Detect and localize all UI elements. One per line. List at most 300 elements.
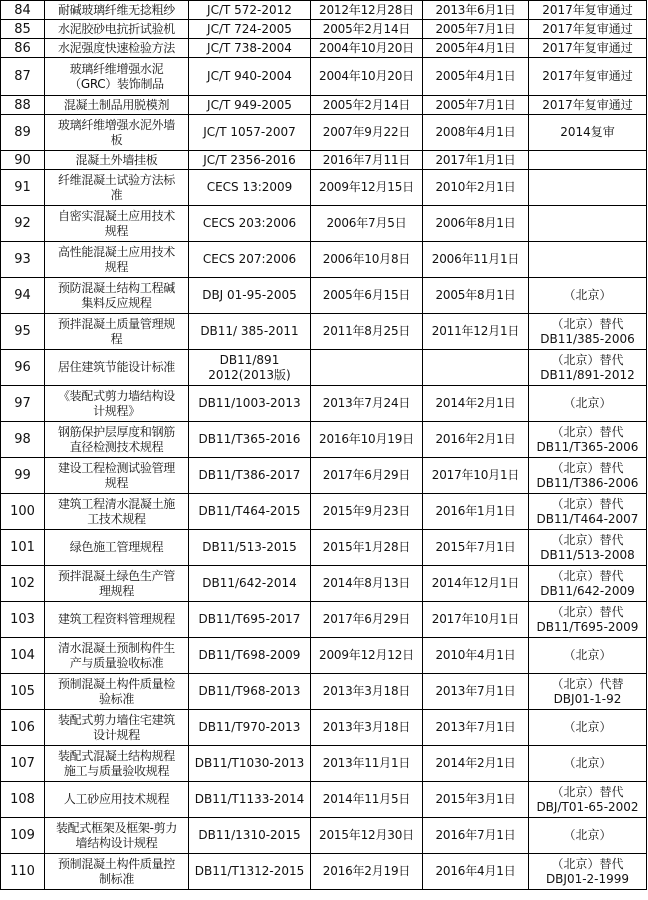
implementation-date: 2014年2月1日: [435, 756, 516, 770]
standard-name: 玻璃纤维增强水泥 （GRC）装饰制品: [69, 61, 164, 91]
implementation-date-cell: [423, 746, 529, 782]
remark-cell: [529, 20, 647, 39]
release-date: 2006年7月5日: [326, 216, 407, 230]
implementation-date: 2017年1月1日: [435, 152, 516, 167]
standard-code-cell: [189, 638, 311, 674]
standard-name: 清水混凝土预制构件生 产与质量验收标准: [57, 640, 175, 670]
implementation-date-cell: [423, 782, 529, 818]
standard-code: JC/T 949-2005: [207, 97, 292, 112]
standard-code: DB11/T365-2016: [198, 432, 301, 446]
table-row: [1, 854, 647, 890]
implementation-date-cell: [423, 206, 529, 242]
remark: （北京）替代 DBJ01-2-1999: [545, 856, 630, 886]
standard-code: CECS 13:2009: [206, 180, 293, 194]
release-date-cell: [311, 20, 423, 39]
implementation-date-cell: [423, 170, 529, 206]
row-number-cell: [1, 96, 45, 115]
remark: （北京）: [563, 720, 612, 734]
row-number-cell: [1, 422, 45, 458]
standard-code: DB11/891 2012(2013版): [208, 352, 291, 382]
row-number: 102: [10, 576, 35, 591]
implementation-date: 2013年7月1日: [435, 720, 516, 734]
standard-code-cell: [189, 115, 311, 151]
remark: 2017年复审通过: [542, 2, 633, 17]
remark-cell: [529, 242, 647, 278]
implementation-date: 2010年2月1日: [435, 180, 516, 194]
release-date-cell: [311, 602, 423, 638]
standard-code-cell: [189, 746, 311, 782]
release-date-cell: [311, 782, 423, 818]
standard-name: 混凝土外墙挂板: [75, 152, 158, 167]
remark: （北京）替代 DB11/642-2009: [540, 568, 635, 598]
row-number: 106: [10, 720, 35, 735]
row-number-cell: [1, 151, 45, 170]
standard-code: DB11/T1133-2014: [194, 792, 305, 806]
implementation-date: 2017年10月1日: [431, 612, 520, 626]
release-date: 2009年12月12日: [319, 648, 414, 662]
implementation-date: 2005年4月1日: [435, 40, 516, 55]
standard-code: JC/T 738-2004: [207, 40, 292, 55]
standard-code-cell: [189, 58, 311, 96]
release-date-cell: [311, 58, 423, 96]
standard-name-cell: [45, 458, 189, 494]
implementation-date: 2005年8月1日: [435, 288, 516, 302]
remark-cell: [529, 170, 647, 206]
remark: （北京）替代 DB11/T695-2009: [536, 604, 639, 634]
standard-name-cell: [45, 206, 189, 242]
remark-cell: [529, 58, 647, 96]
implementation-date: 2016年1月1日: [435, 504, 516, 518]
release-date: 2015年12月30日: [319, 828, 414, 842]
standard-name: 水泥胶砂电抗折试验机: [57, 21, 175, 36]
implementation-date: 2014年2月1日: [435, 396, 516, 410]
remark-cell: [529, 494, 647, 530]
implementation-date: 2015年3月1日: [435, 792, 516, 806]
implementation-date-cell: [423, 638, 529, 674]
remark: 2014复审: [560, 125, 615, 139]
implementation-date-cell: [423, 422, 529, 458]
remark-cell: [529, 746, 647, 782]
standard-name-cell: [45, 530, 189, 566]
implementation-date: 2005年7月1日: [435, 97, 516, 112]
standard-code: DB11/T968-2013: [198, 684, 301, 698]
release-date: 2016年7月11日: [322, 152, 411, 167]
remark-cell: [529, 458, 647, 494]
release-date-cell: [311, 115, 423, 151]
release-date: 2013年3月18日: [322, 684, 411, 698]
standard-code: DB11/T698-2009: [198, 648, 301, 662]
release-date-cell: [311, 710, 423, 746]
table-row: [1, 710, 647, 746]
row-number-cell: [1, 386, 45, 422]
remark-cell: [529, 206, 647, 242]
standard-name: 装配式混凝土结构规程 施工与质量验收规程: [57, 748, 175, 778]
row-number: 103: [10, 612, 35, 627]
standard-name: 人工砂应用技术规程: [63, 792, 170, 806]
remark-cell: [529, 115, 647, 151]
standard-name: 预拌混凝土绿色生产管 理规程: [57, 568, 175, 598]
row-number: 108: [10, 792, 35, 807]
standard-name: 钢筋保护层厚度和钢筋 直径检测技术规程: [57, 424, 175, 454]
remark-cell: [529, 638, 647, 674]
implementation-date-cell: [423, 151, 529, 170]
remark: 2017年复审通过: [542, 97, 633, 112]
standard-name-cell: [45, 242, 189, 278]
standard-name-cell: [45, 746, 189, 782]
release-date: 2017年6月29日: [322, 468, 411, 482]
row-number: 89: [14, 125, 31, 140]
implementation-date: 2010年4月1日: [435, 648, 516, 662]
implementation-date-cell: [423, 386, 529, 422]
standard-code-cell: [189, 96, 311, 115]
row-number-cell: [1, 566, 45, 602]
table-row: [1, 566, 647, 602]
standard-name: 预制混凝土构件质量检 验标准: [57, 676, 175, 706]
standard-name: 建筑工程资料管理规程: [57, 612, 175, 626]
implementation-date: 2013年6月1日: [435, 2, 516, 17]
remark: （北京）: [563, 648, 612, 662]
release-date: 2017年6月29日: [322, 612, 411, 626]
release-date: 2013年11月1日: [322, 756, 411, 770]
release-date: 2013年3月18日: [322, 720, 411, 734]
standard-code-cell: [189, 170, 311, 206]
standard-name: 建筑工程清水混凝土施 工技术规程: [57, 496, 175, 526]
implementation-date-cell: [423, 818, 529, 854]
row-number: 88: [14, 97, 31, 113]
release-date: 2016年2月19日: [322, 864, 411, 878]
row-number: 97: [14, 396, 31, 411]
release-date-cell: [311, 746, 423, 782]
table-row: [1, 115, 647, 151]
remark: （北京）: [563, 756, 612, 770]
standard-code-cell: [189, 20, 311, 39]
implementation-date-cell: [423, 674, 529, 710]
standards-table-body: [1, 1, 647, 890]
standard-name: 建设工程检测试验管理 规程: [57, 460, 175, 490]
implementation-date-cell: [423, 602, 529, 638]
release-date-cell: [311, 638, 423, 674]
row-number-cell: [1, 818, 45, 854]
remark: （北京）: [563, 828, 612, 842]
remark-cell: [529, 1, 647, 20]
row-number-cell: [1, 458, 45, 494]
row-number-cell: [1, 782, 45, 818]
release-date-cell: [311, 854, 423, 890]
implementation-date-cell: [423, 314, 529, 350]
standard-code: DB11/T970-2013: [198, 720, 301, 734]
row-number: 90: [14, 152, 31, 168]
row-number: 94: [14, 288, 31, 303]
table-row: [1, 206, 647, 242]
remark: 2017年复审通过: [542, 40, 633, 55]
table-row: [1, 58, 647, 96]
standard-code: CECS 207:2006: [202, 252, 297, 266]
implementation-date-cell: [423, 278, 529, 314]
row-number: 110: [10, 864, 35, 879]
row-number: 84: [14, 2, 31, 18]
standard-code: DB11/T1030-2013: [194, 756, 305, 770]
release-date: 2015年1月28日: [322, 540, 411, 554]
table-row: [1, 494, 647, 530]
implementation-date: 2008年4月1日: [435, 125, 516, 139]
standard-name-cell: [45, 674, 189, 710]
standard-name: 装配式剪力墙住宅建筑 设计规程: [57, 712, 175, 742]
table-row: [1, 602, 647, 638]
implementation-date: 2006年11月1日: [431, 252, 520, 266]
remark-cell: [529, 96, 647, 115]
implementation-date: 2016年7月1日: [435, 828, 516, 842]
table-row: [1, 386, 647, 422]
release-date-cell: [311, 206, 423, 242]
remark: 2017年复审通过: [542, 21, 633, 36]
implementation-date-cell: [423, 242, 529, 278]
row-number: 95: [14, 324, 31, 339]
table-row: [1, 638, 647, 674]
standard-code-cell: [189, 458, 311, 494]
release-date: 2007年9月22日: [322, 125, 411, 139]
standard-name-cell: [45, 818, 189, 854]
row-number: 86: [14, 40, 31, 56]
standard-code-cell: [189, 242, 311, 278]
release-date-cell: [311, 458, 423, 494]
standard-name-cell: [45, 314, 189, 350]
release-date: 2013年7月24日: [322, 396, 411, 410]
standard-code: DB11/T1312-2015: [194, 864, 305, 878]
standard-name: 玻璃纤维增强水泥外墙 板: [57, 117, 175, 147]
remark-cell: [529, 782, 647, 818]
remark: （北京）替代 DB11/T365-2006: [536, 424, 639, 454]
release-date-cell: [311, 39, 423, 58]
standard-code-cell: [189, 39, 311, 58]
remark-cell: [529, 530, 647, 566]
row-number-cell: [1, 854, 45, 890]
release-date-cell: [311, 170, 423, 206]
standard-name-cell: [45, 854, 189, 890]
remark: （北京）替代 DB11/891-2012: [540, 352, 635, 382]
row-number: 85: [14, 21, 31, 37]
implementation-date-cell: [423, 494, 529, 530]
standard-code-cell: [189, 386, 311, 422]
table-row: [1, 151, 647, 170]
release-date: 2006年10月8日: [322, 252, 411, 266]
release-date-cell: [311, 96, 423, 115]
standard-code: DB11/513-2015: [202, 540, 297, 554]
row-number: 99: [14, 468, 31, 483]
implementation-date-cell: [423, 58, 529, 96]
standard-code: DB11/T695-2017: [198, 612, 301, 626]
implementation-date: 2006年8月1日: [435, 216, 516, 230]
row-number: 87: [14, 69, 31, 84]
remark-cell: [529, 278, 647, 314]
standard-code-cell: [189, 854, 311, 890]
standard-code: DB11/642-2014: [202, 576, 297, 590]
standard-name: 装配式框架及框架-剪力 墙结构设计规程: [55, 820, 178, 850]
standard-code: JC/T 724-2005: [207, 21, 292, 36]
release-date: 2014年11月5日: [322, 792, 411, 806]
table-row: [1, 674, 647, 710]
row-number-cell: [1, 278, 45, 314]
row-number-cell: [1, 746, 45, 782]
standard-code-cell: [189, 674, 311, 710]
standard-code-cell: [189, 1, 311, 20]
remark-cell: [529, 710, 647, 746]
implementation-date: 2015年7月1日: [435, 540, 516, 554]
standard-code-cell: [189, 350, 311, 386]
release-date: 2011年8月25日: [322, 324, 411, 338]
remark-cell: [529, 854, 647, 890]
standard-code: CECS 203:2006: [202, 216, 297, 230]
standard-name: 预防混凝土结构工程碱 集料反应规程: [57, 280, 175, 310]
row-number: 93: [14, 252, 31, 267]
remark: （北京）替代 DB11/T464-2007: [536, 496, 639, 526]
standard-code-cell: [189, 602, 311, 638]
row-number: 104: [10, 648, 35, 663]
standard-code: JC/T 940-2004: [207, 69, 292, 83]
standard-code-cell: [189, 151, 311, 170]
implementation-date-cell: [423, 20, 529, 39]
row-number-cell: [1, 206, 45, 242]
release-date-cell: [311, 314, 423, 350]
table-row: [1, 1, 647, 20]
table-row: [1, 422, 647, 458]
table-row: [1, 314, 647, 350]
release-date-cell: [311, 350, 423, 386]
implementation-date-cell: [423, 1, 529, 20]
table-row: [1, 20, 647, 39]
row-number: 107: [10, 756, 35, 771]
remark-cell: [529, 674, 647, 710]
implementation-date: 2017年10月1日: [431, 468, 520, 482]
standard-code: JC/T 1057-2007: [203, 125, 296, 139]
row-number-cell: [1, 638, 45, 674]
standard-name-cell: [45, 494, 189, 530]
standard-code-cell: [189, 422, 311, 458]
table-row: [1, 242, 647, 278]
table-row: [1, 96, 647, 115]
row-number: 100: [10, 504, 35, 519]
standard-name-cell: [45, 20, 189, 39]
standard-name: 预拌混凝土质量管理规 程: [57, 316, 175, 346]
implementation-date: 2013年7月1日: [435, 684, 516, 698]
row-number-cell: [1, 710, 45, 746]
row-number-cell: [1, 494, 45, 530]
table-row: [1, 350, 647, 386]
remark: （北京）替代 DBJ/T01-65-2002: [536, 784, 639, 814]
standard-name: 耐碱玻璃纤维无捻粗纱: [57, 2, 175, 17]
remark-cell: [529, 39, 647, 58]
release-date: 2016年10月19日: [319, 432, 414, 446]
table-row: [1, 818, 647, 854]
remark-cell: [529, 314, 647, 350]
release-date-cell: [311, 386, 423, 422]
release-date: 2015年9月23日: [322, 504, 411, 518]
release-date-cell: [311, 494, 423, 530]
release-date-cell: [311, 674, 423, 710]
remark-cell: [529, 422, 647, 458]
standard-name-cell: [45, 115, 189, 151]
row-number: 105: [10, 684, 35, 699]
standard-name-cell: [45, 566, 189, 602]
remark-cell: [529, 386, 647, 422]
row-number-cell: [1, 115, 45, 151]
standard-name-cell: [45, 386, 189, 422]
release-date: 2009年12月15日: [319, 180, 414, 194]
release-date: 2004年10月20日: [319, 40, 414, 55]
standard-code: DB11/T464-2015: [198, 504, 301, 518]
standard-code-cell: [189, 530, 311, 566]
row-number: 101: [10, 540, 35, 555]
standard-name-cell: [45, 710, 189, 746]
remark: （北京）替代 DB11/385-2006: [540, 316, 635, 346]
implementation-date: 2016年4月1日: [435, 864, 516, 878]
standard-name: 绿色施工管理规程: [69, 540, 164, 554]
release-date-cell: [311, 242, 423, 278]
release-date: 2012年12月28日: [319, 2, 414, 17]
standard-name-cell: [45, 350, 189, 386]
standard-code-cell: [189, 782, 311, 818]
implementation-date: 2005年4月1日: [435, 69, 516, 83]
standard-code: DB11/T386-2017: [198, 468, 301, 482]
standard-name: 《装配式剪力墙结构设 计规程》: [57, 388, 175, 418]
standard-name-cell: [45, 1, 189, 20]
standard-code-cell: [189, 818, 311, 854]
remark: （北京）替代 DB11/T386-2006: [536, 460, 639, 490]
implementation-date-cell: [423, 39, 529, 58]
implementation-date-cell: [423, 458, 529, 494]
standard-name-cell: [45, 39, 189, 58]
table-row: [1, 746, 647, 782]
implementation-date-cell: [423, 710, 529, 746]
row-number-cell: [1, 602, 45, 638]
release-date: 2005年2月14日: [322, 97, 411, 112]
release-date: 2014年8月13日: [322, 576, 411, 590]
implementation-date: 2014年12月1日: [431, 576, 520, 590]
standard-name-cell: [45, 602, 189, 638]
row-number: 96: [14, 360, 31, 375]
row-number-cell: [1, 674, 45, 710]
release-date-cell: [311, 818, 423, 854]
row-number: 98: [14, 432, 31, 447]
implementation-date: 2016年2月1日: [435, 432, 516, 446]
standard-code-cell: [189, 278, 311, 314]
release-date-cell: [311, 151, 423, 170]
remark: （北京）替代 DB11/513-2008: [540, 532, 635, 562]
standard-name-cell: [45, 278, 189, 314]
standard-name-cell: [45, 151, 189, 170]
row-number: 109: [10, 828, 35, 843]
remark-cell: [529, 818, 647, 854]
release-date-cell: [311, 530, 423, 566]
row-number: 91: [14, 180, 31, 195]
standard-name: 水泥强度快速检验方法: [57, 40, 175, 55]
standard-name: 预制混凝土构件质量控 制标准: [57, 856, 175, 886]
row-number-cell: [1, 170, 45, 206]
release-date-cell: [311, 566, 423, 602]
implementation-date-cell: [423, 96, 529, 115]
standard-code: JC/T 572-2012: [207, 2, 292, 17]
standard-name-cell: [45, 782, 189, 818]
standard-name-cell: [45, 638, 189, 674]
remark-cell: [529, 350, 647, 386]
standard-code-cell: [189, 314, 311, 350]
implementation-date-cell: [423, 530, 529, 566]
row-number-cell: [1, 242, 45, 278]
table-row: [1, 170, 647, 206]
remark: 2017年复审通过: [542, 69, 633, 83]
row-number-cell: [1, 20, 45, 39]
row-number-cell: [1, 39, 45, 58]
release-date-cell: [311, 278, 423, 314]
